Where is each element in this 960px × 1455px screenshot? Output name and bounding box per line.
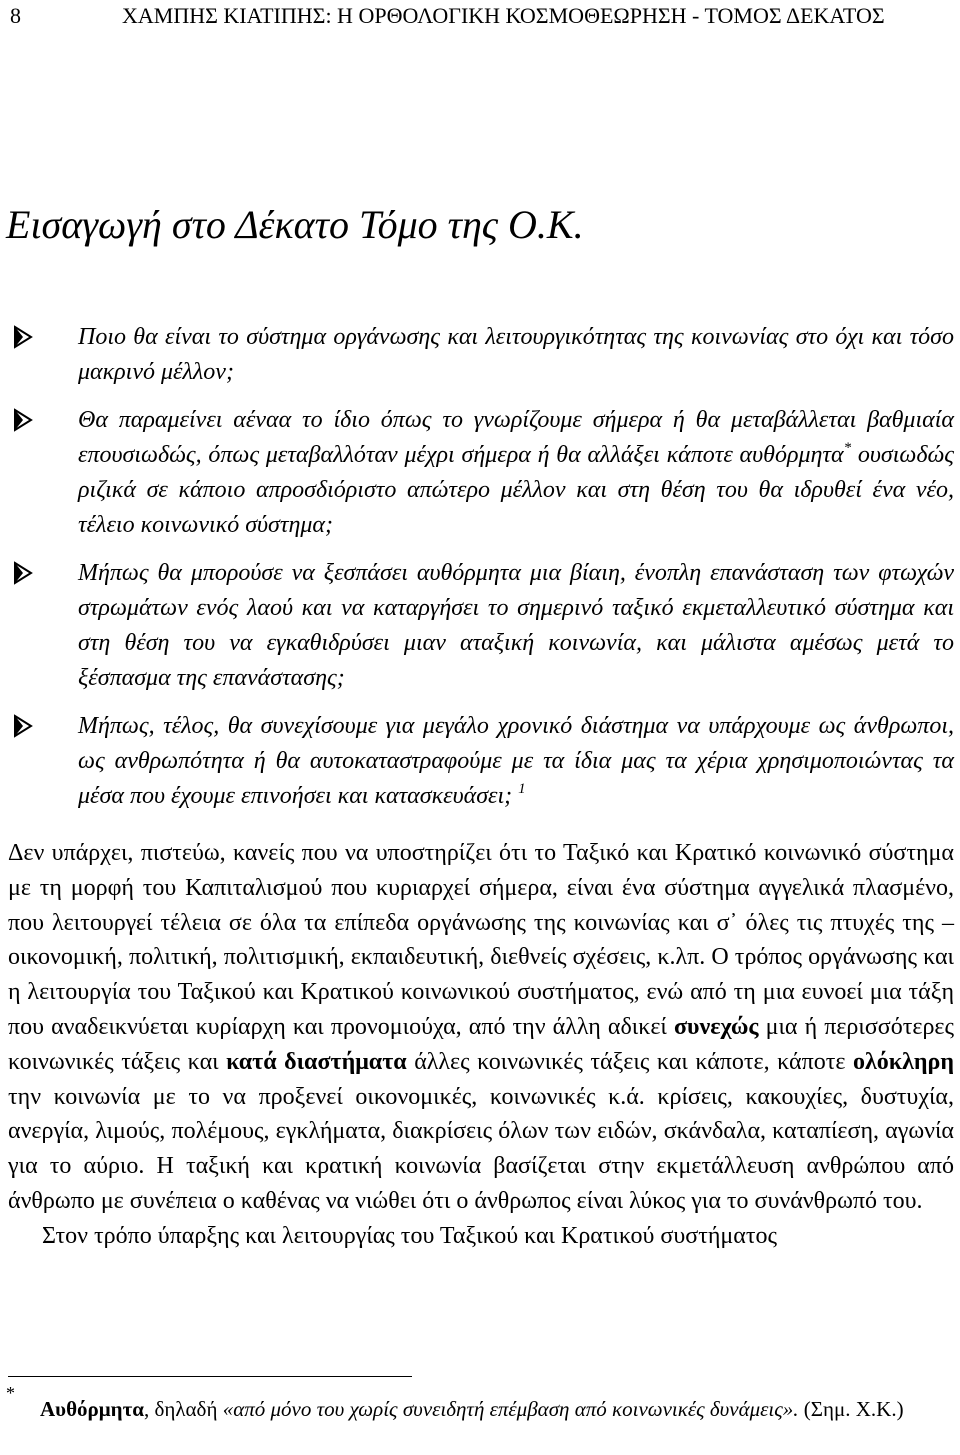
arrow-bullet-icon <box>12 407 34 433</box>
footnote-term: Αυθόρμητα <box>40 1397 144 1421</box>
question-list <box>0 320 960 827</box>
paragraph-text: Δεν υπάρχει, πιστεύω, κανείς που να υποστηρίζει ότι το Ταξικό και Κρατικό κοινωνικό σύστημα με τη μορφή του Καπιταλισμού που κυριαρχεί σήμερα, είναι ένα σύστημα αγγελικά πλασμένο, που λειτουργεί τέλεια σε όλα τα επίπεδα οργάνωσης της κοινωνίας και σ᾽ όλες τις πτυχές της –οικονομική, πολιτική, πολιτισμική, εκπαιδευτική, διεθνείς σχέσεις, κ.λπ. Ο τρόπος οργάνωσης και η λειτουργία του Ταξικού και Κρατικού κοινωνικού συστήματος, ενώ από τη μια ευνοεί μια τάξη που αναδεικνύεται κυρίαρχη και προνομιούχα, από την άλλη αδικεί <box>8 840 954 1040</box>
list-item-text: Μήπως θα μπορούσε να ξεσπάσει αυθόρμητα μια βίαιη, ένοπλη επανάσταση των φτωχών στρωμάτων ενός λαού και να καταργήσει το σημερινό ταξικό εκμεταλλευτικό σύστημα και στη θέση του να εγκαθιδρύσει μιαν αταξική κοινωνία, και μάλιστα αμέσως μετά το ξέσπασμα της επανάστασης; <box>78 560 954 691</box>
arrow-bullet-icon <box>12 713 34 739</box>
list-item-text: ουσιωδώς ριζικά σε κάποιο απροσδιόριστο απώτερο μέλλον και στη θέση του θα ιδρυθεί ένα νέο, τέλειο κοινωνικό σύστημα; <box>78 442 954 538</box>
arrow-bullet-icon <box>12 324 34 350</box>
footnote-marker: * <box>6 1383 15 1403</box>
chapter-title: Εισαγωγή στο Δέκατο Τόμο της Ο.Κ. <box>6 202 584 247</box>
list-item <box>0 403 960 543</box>
list-item-text: Θα παραμείνει αέναα το ίδιο όπως το γνωρίζουμε σήμερα ή θα μεταβάλλεται βαθμιαία επουσιωδώς, όπως μεταβαλλόταν μέχρι σήμερα ή θα αλλάξει κάποτε αυθόρμητα <box>78 407 954 468</box>
footnote-text: , δηλαδή <box>144 1397 223 1421</box>
page-number: 8 <box>10 3 21 28</box>
footnote-quote: «από μόνο του χωρίς συνειδητή επέμβαση από κοινωνικές δυνάμεις». <box>222 1397 799 1421</box>
bold-emphasis: συνεχώς <box>673 1013 759 1040</box>
footnote-reference: 1 <box>518 781 526 797</box>
paragraph <box>8 836 954 1219</box>
bold-emphasis: ολόκληρη <box>852 1048 954 1075</box>
paragraph-text: Στον τρόπο ύπαρξης και λειτουργίας του Ταξικού και Κρατικού συστήματος <box>42 1222 777 1249</box>
footnote-divider <box>8 1376 412 1377</box>
list-item-text: Μήπως, τέλος, θα συνεχίσουμε για μεγάλο χρονικό διάστημα να υπάρχουμε ως άνθρωποι, ως ανθρωπότητα ή θα αυτοκαταστραφούμε με τα ίδια μας τα χέρια χρησιμοποιώντας τα μέσα που έχουμε επινοήσει και κατασκευάσει; <box>78 713 954 809</box>
list-item <box>0 320 960 390</box>
running-header <box>10 2 885 30</box>
footnote-marker: * <box>843 440 852 456</box>
list-item <box>0 709 960 814</box>
bold-emphasis: κατά διαστήματα <box>226 1048 407 1075</box>
paragraph <box>8 1219 954 1254</box>
paragraph-text: μια ή περισσότερες κοινωνικές τάξεις και <box>8 1013 955 1075</box>
running-title: ΧΑΜΠΗΣ ΚΙΑΤΙΠΗΣ: Η ΟΡΘΟΛΟΓΙΚΗ ΚΟΣΜΟΘΕΩΡΗΣΗ - ΤΟΜΟΣ ΔΕΚΑΤΟΣ <box>122 3 885 28</box>
arrow-bullet-icon <box>12 560 34 586</box>
list-item-text: Ποιο θα είναι το σύστημα οργάνωσης και λειτουργικότητας της κοινωνίας στο όχι και τόσο μακρινό μέλλον; <box>78 324 954 385</box>
footnote-text: (Σημ. Χ.Κ.) <box>798 1397 904 1421</box>
paragraph-text: άλλες κοινωνικές τάξεις και κάποτε, κάποτε <box>406 1048 853 1075</box>
paragraph-text: την κοινωνία με το να προξενεί οικονομικές, κοινωνικές κ.ά. κρίσεις, κακουχίες, δυστυχία, ανεργία, λιμούς, πολέμους, εγκλήματα, διακρίσεις όλων των ειδών, σκάνδαλα, καταπίεση, αγωνία για το αύριο. Η ταξική και κρατική κοινωνία βασίζεται στην εκμετάλλευση ανθρώπου από άνθρωπο με συνέπεια ο καθένας να νιώθει ότι ο άνθρωπος είναι λύκος για το συνάνθρωπό του. <box>8 1083 954 1214</box>
list-item <box>0 556 960 696</box>
body-text <box>8 836 954 1254</box>
footnote <box>40 1393 954 1426</box>
